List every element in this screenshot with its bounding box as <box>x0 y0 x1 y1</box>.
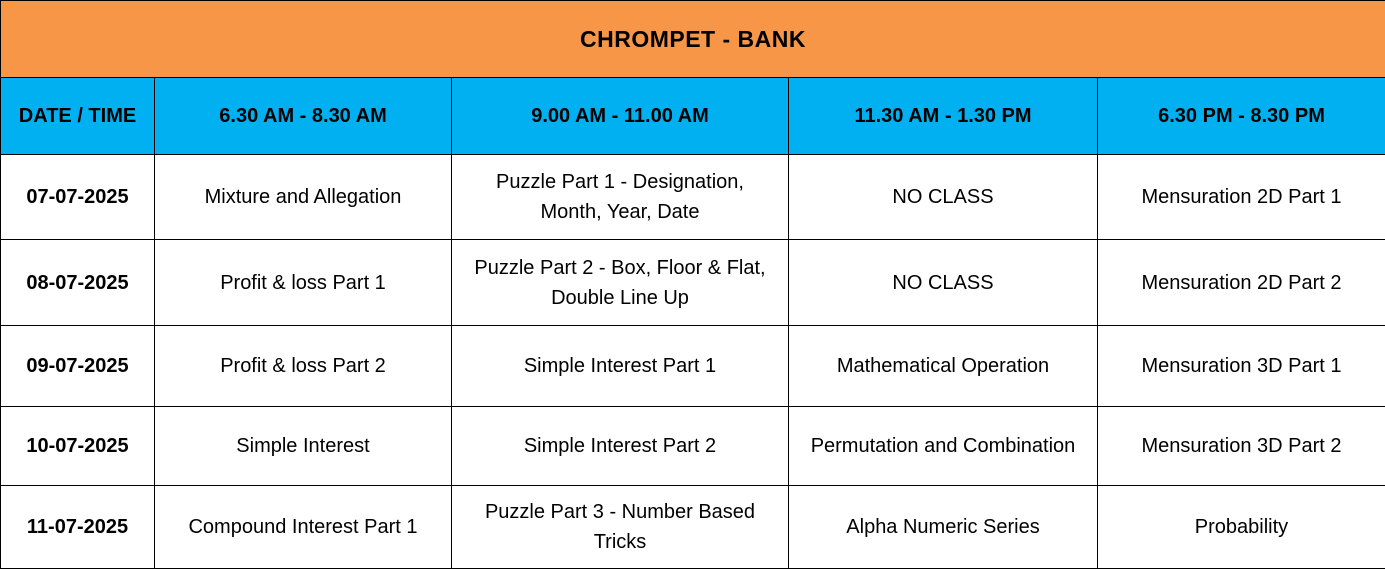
slot-cell: NO CLASS <box>789 155 1098 240</box>
header-slot-4: 6.30 PM - 8.30 PM <box>1098 78 1385 155</box>
schedule-title: CHROMPET - BANK <box>1 1 1385 78</box>
slot-cell-text: Puzzle Part 3 - Number Based Tricks <box>470 497 770 557</box>
slot-cell: Simple Interest <box>155 407 452 486</box>
table-row <box>1 240 1385 326</box>
date-cell: 08-07-2025 <box>1 240 155 326</box>
slot-cell: NO CLASS <box>789 240 1098 326</box>
slot-cell <box>452 240 789 326</box>
slot-cell: Mensuration 2D Part 1 <box>1098 155 1385 240</box>
date-cell: 07-07-2025 <box>1 155 155 240</box>
date-cell: 10-07-2025 <box>1 407 155 486</box>
table-row <box>1 326 1385 407</box>
header-row <box>1 78 1385 155</box>
slot-cell: Profit & loss Part 1 <box>155 240 452 326</box>
header-date-time: DATE / TIME <box>1 78 155 155</box>
table-row <box>1 486 1385 569</box>
slot-cell <box>452 486 789 569</box>
slot-cell: Compound Interest Part 1 <box>155 486 452 569</box>
slot-cell: Mensuration 2D Part 2 <box>1098 240 1385 326</box>
slot-cell: Profit & loss Part 2 <box>155 326 452 407</box>
header-slot-3: 11.30 AM - 1.30 PM <box>789 78 1098 155</box>
table-row <box>1 155 1385 240</box>
date-cell: 11-07-2025 <box>1 486 155 569</box>
table-row <box>1 407 1385 486</box>
slot-cell-text: Puzzle Part 1 - Designation, Month, Year, Date <box>470 167 770 227</box>
slot-cell: Mensuration 3D Part 2 <box>1098 407 1385 486</box>
slot-cell: Mixture and Allegation <box>155 155 452 240</box>
slot-cell <box>452 155 789 240</box>
slot-cell: Probability <box>1098 486 1385 569</box>
slot-cell: Simple Interest Part 1 <box>452 326 789 407</box>
header-slot-1: 6.30 AM - 8.30 AM <box>155 78 452 155</box>
title-row <box>1 1 1385 78</box>
slot-cell: Simple Interest Part 2 <box>452 407 789 486</box>
date-cell: 09-07-2025 <box>1 326 155 407</box>
slot-cell-text: Puzzle Part 2 - Box, Floor & Flat, Double Line Up <box>460 253 780 313</box>
slot-cell: Alpha Numeric Series <box>789 486 1098 569</box>
header-slot-2: 9.00 AM - 11.00 AM <box>452 78 789 155</box>
slot-cell: Permutation and Combination <box>789 407 1098 486</box>
slot-cell: Mathematical Operation <box>789 326 1098 407</box>
slot-cell: Mensuration 3D Part 1 <box>1098 326 1385 407</box>
